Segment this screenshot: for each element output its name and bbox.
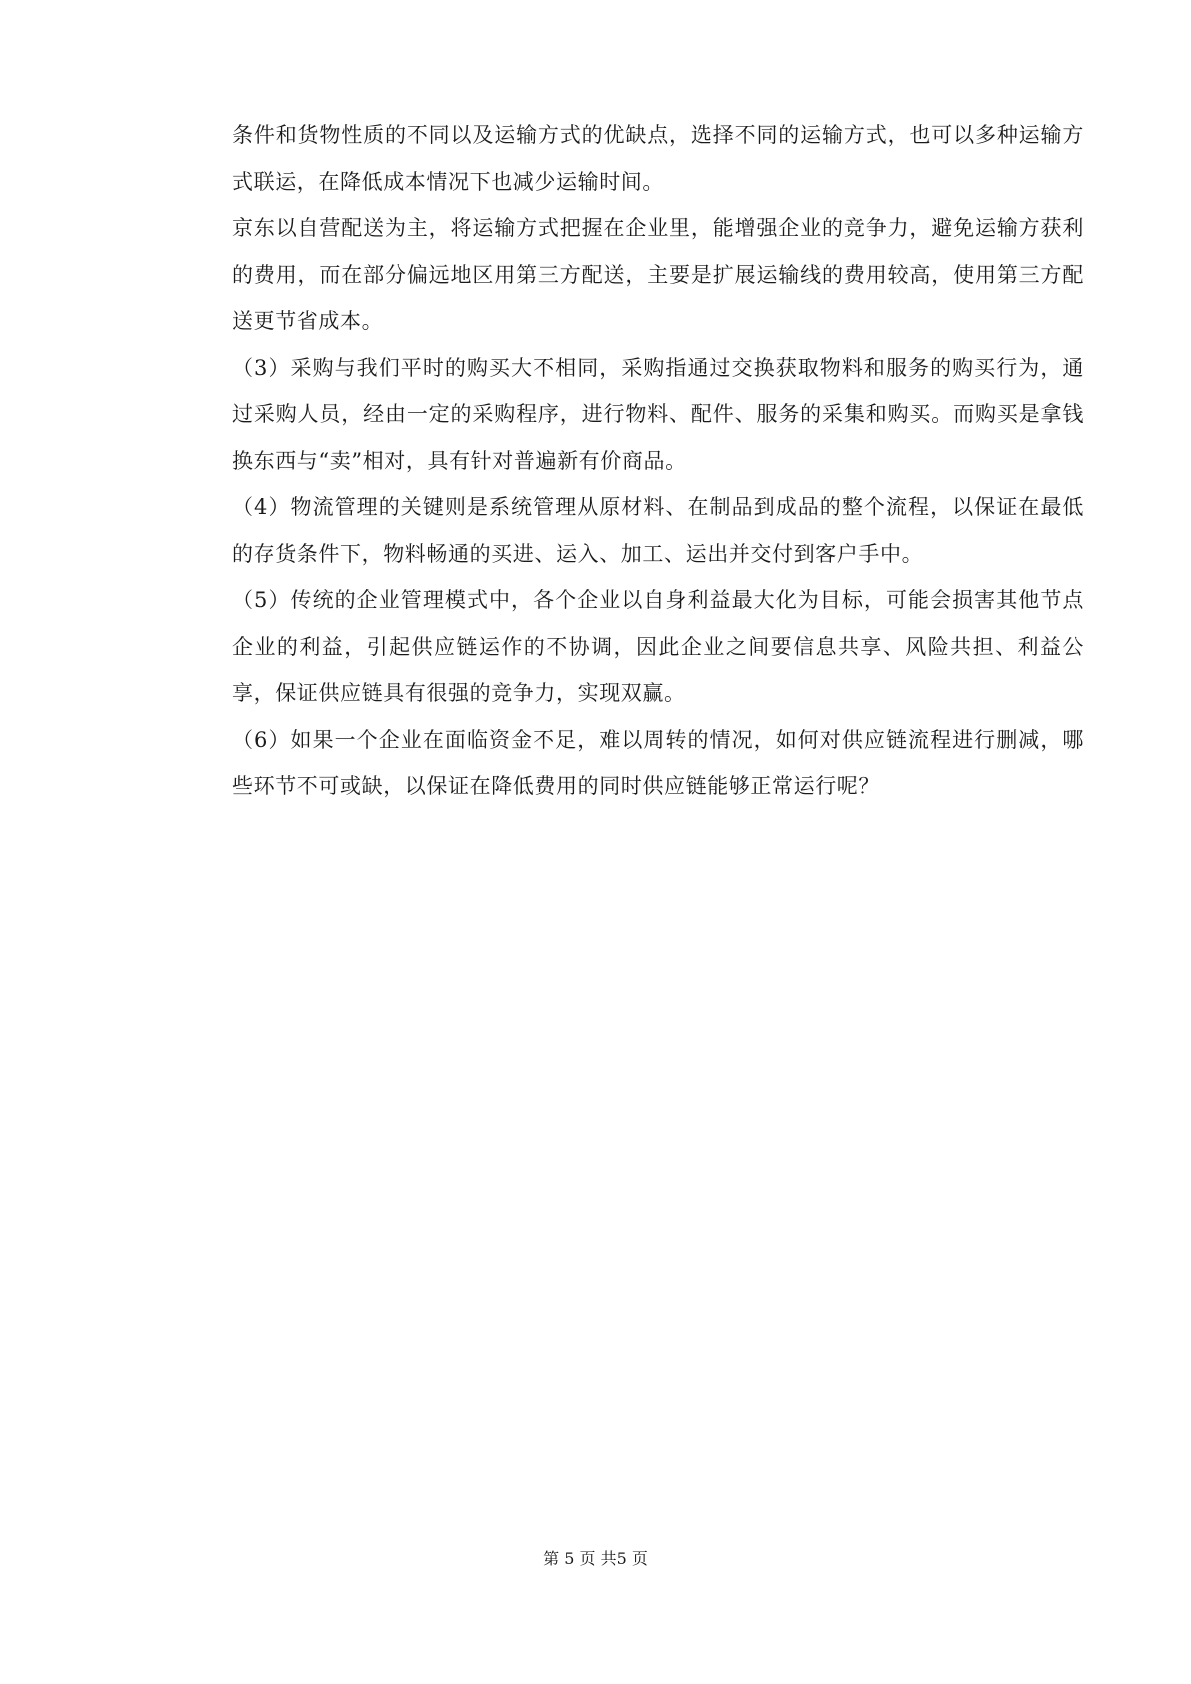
paragraph-transport-continued: 条件和货物性质的不同以及运输方式的优缺点，选择不同的运输方式，也可以多种运输方式联运，在降低成本情况下也减少运输时间。 (232, 123, 1084, 194)
page-number-footer: 第 5 页 共5 页 (543, 1549, 648, 1568)
document-body (232, 112, 1084, 810)
paragraph-item-5-management: （5）传统的企业管理模式中，各个企业以自身利益最大化为目标，可能会损害其他节点企业的利益，引起供应链运作的不协调，因此企业之间要信息共享、风险共担、利益公享，保证供应链具有很强的竞争力，实现双赢。 (232, 588, 1084, 705)
paragraph-item-3-procurement: （3）采购与我们平时的购买大不相同，采购指通过交换获取物料和服务的购买行为，通过采购人员，经由一定的采购程序，进行物料、配件、服务的采集和购买。而购买是拿钱换东西与“卖”相对，具有针对普遍新有价商品。 (232, 355, 1084, 473)
paragraph-jd-delivery: 京东以自营配送为主，将运输方式把握在企业里，能增强企业的竞争力，避免运输方获利的费用，而在部分偏远地区用第三方配送，主要是扩展运输线的费用较高，使用第三方配送更节省成本。 (232, 216, 1084, 333)
paragraph-item-6-question: （6）如果一个企业在面临资金不足，难以周转的情况，如何对供应链流程进行删减，哪些环节不可或缺，以保证在降低费用的同时供应链能够正常运行呢？ (232, 727, 1084, 798)
paragraph-item-4-logistics: （4）物流管理的关键则是系统管理从原材料、在制品到成品的整个流程，以保证在最低的存货条件下，物料畅通的买进、运入、加工、运出并交付到客户手中。 (232, 495, 1084, 566)
